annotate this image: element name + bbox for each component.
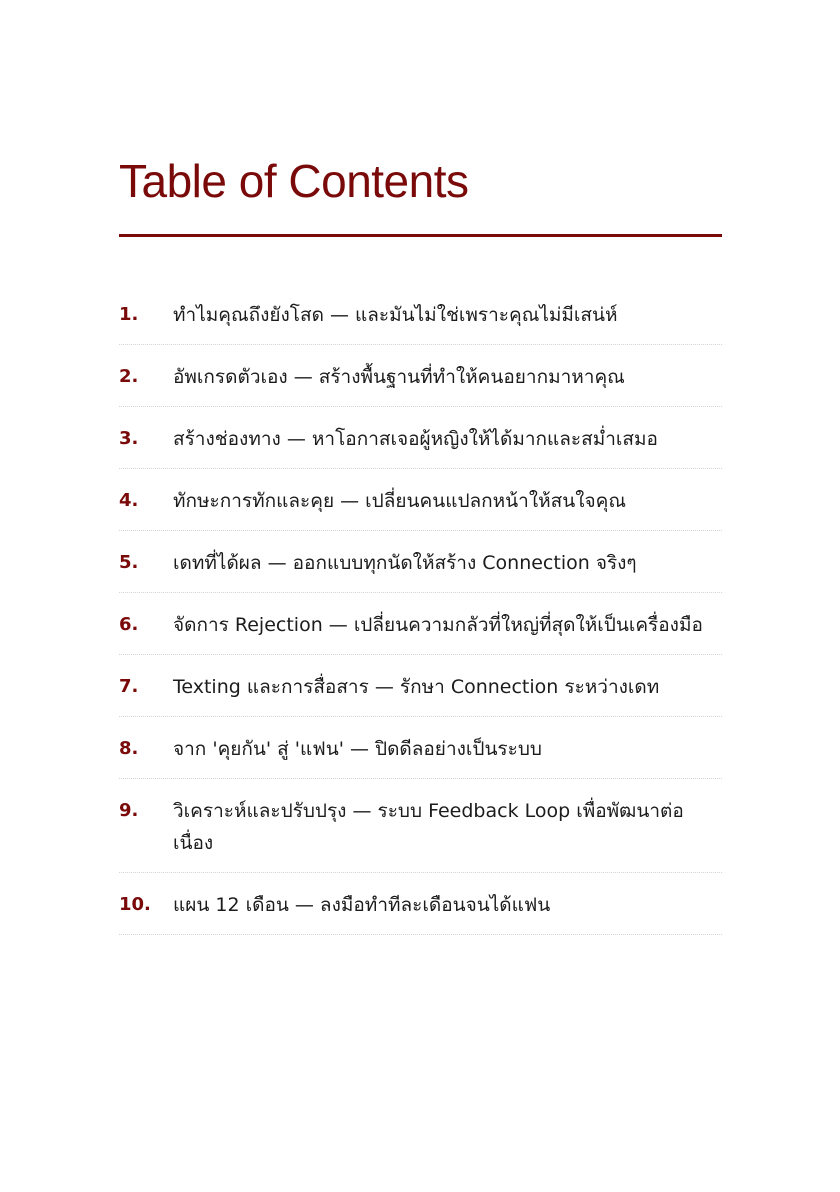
toc-item-6[interactable]: [119, 593, 722, 655]
title-divider: [119, 234, 722, 237]
toc-item-2[interactable]: [119, 345, 722, 407]
toc-number: 8.: [119, 738, 139, 759]
toc-item-3[interactable]: [119, 407, 722, 469]
toc-title: เดทที่ได้ผล — ออกแบบทุกนัดให้สร้าง Connection จริงๆ: [173, 552, 637, 574]
toc-title: อัพเกรดตัวเอง — สร้างพื้นฐานที่ทำให้คนอยากมาหาคุณ: [173, 366, 625, 388]
table-of-contents: [119, 283, 722, 935]
toc-title: สร้างช่องทาง — หาโอกาสเจอผู้หญิงให้ได้มากและสม่ำเสมอ: [173, 428, 658, 450]
toc-title: จัดการ Rejection — เปลี่ยนความกลัวที่ใหญ่ที่สุดให้เป็นเครื่องมือ: [173, 614, 703, 636]
toc-title: จาก 'คุยกัน' สู่ 'แฟน' — ปิดดีลอย่างเป็นระบบ: [173, 738, 542, 760]
toc-title: ทำไมคุณถึงยังโสด — และมันไม่ใช่เพราะคุณไม่มีเสน่ห์: [173, 304, 618, 326]
toc-number: 9.: [119, 800, 139, 821]
toc-number: 10.: [119, 894, 151, 915]
toc-item-7[interactable]: [119, 655, 722, 717]
toc-item-8[interactable]: [119, 717, 722, 779]
toc-title: Texting และการสื่อสาร — รักษา Connection ระหว่างเดท: [173, 676, 660, 698]
toc-item-10[interactable]: [119, 873, 722, 935]
toc-title: ทักษะการทักและคุย — เปลี่ยนคนแปลกหน้าให้สนใจคุณ: [173, 490, 626, 512]
toc-item-4[interactable]: [119, 469, 722, 531]
toc-number: 2.: [119, 366, 139, 387]
toc-number: 7.: [119, 676, 139, 697]
toc-number: 4.: [119, 490, 139, 511]
toc-title: วิเคราะห์และปรับปรุง — ระบบ Feedback Loop เพื่อพัฒนาต่อเนื่อง: [173, 800, 684, 854]
toc-item-5[interactable]: [119, 531, 722, 593]
toc-number: 5.: [119, 552, 139, 573]
toc-item-9[interactable]: [119, 779, 722, 873]
toc-title: แผน 12 เดือน — ลงมือทำทีละเดือนจนได้แฟน: [173, 894, 551, 916]
toc-number: 3.: [119, 428, 139, 449]
toc-item-1[interactable]: [119, 283, 722, 345]
page-title: Table of Contents: [119, 155, 469, 207]
toc-number: 6.: [119, 614, 139, 635]
toc-number: 1.: [119, 304, 139, 325]
